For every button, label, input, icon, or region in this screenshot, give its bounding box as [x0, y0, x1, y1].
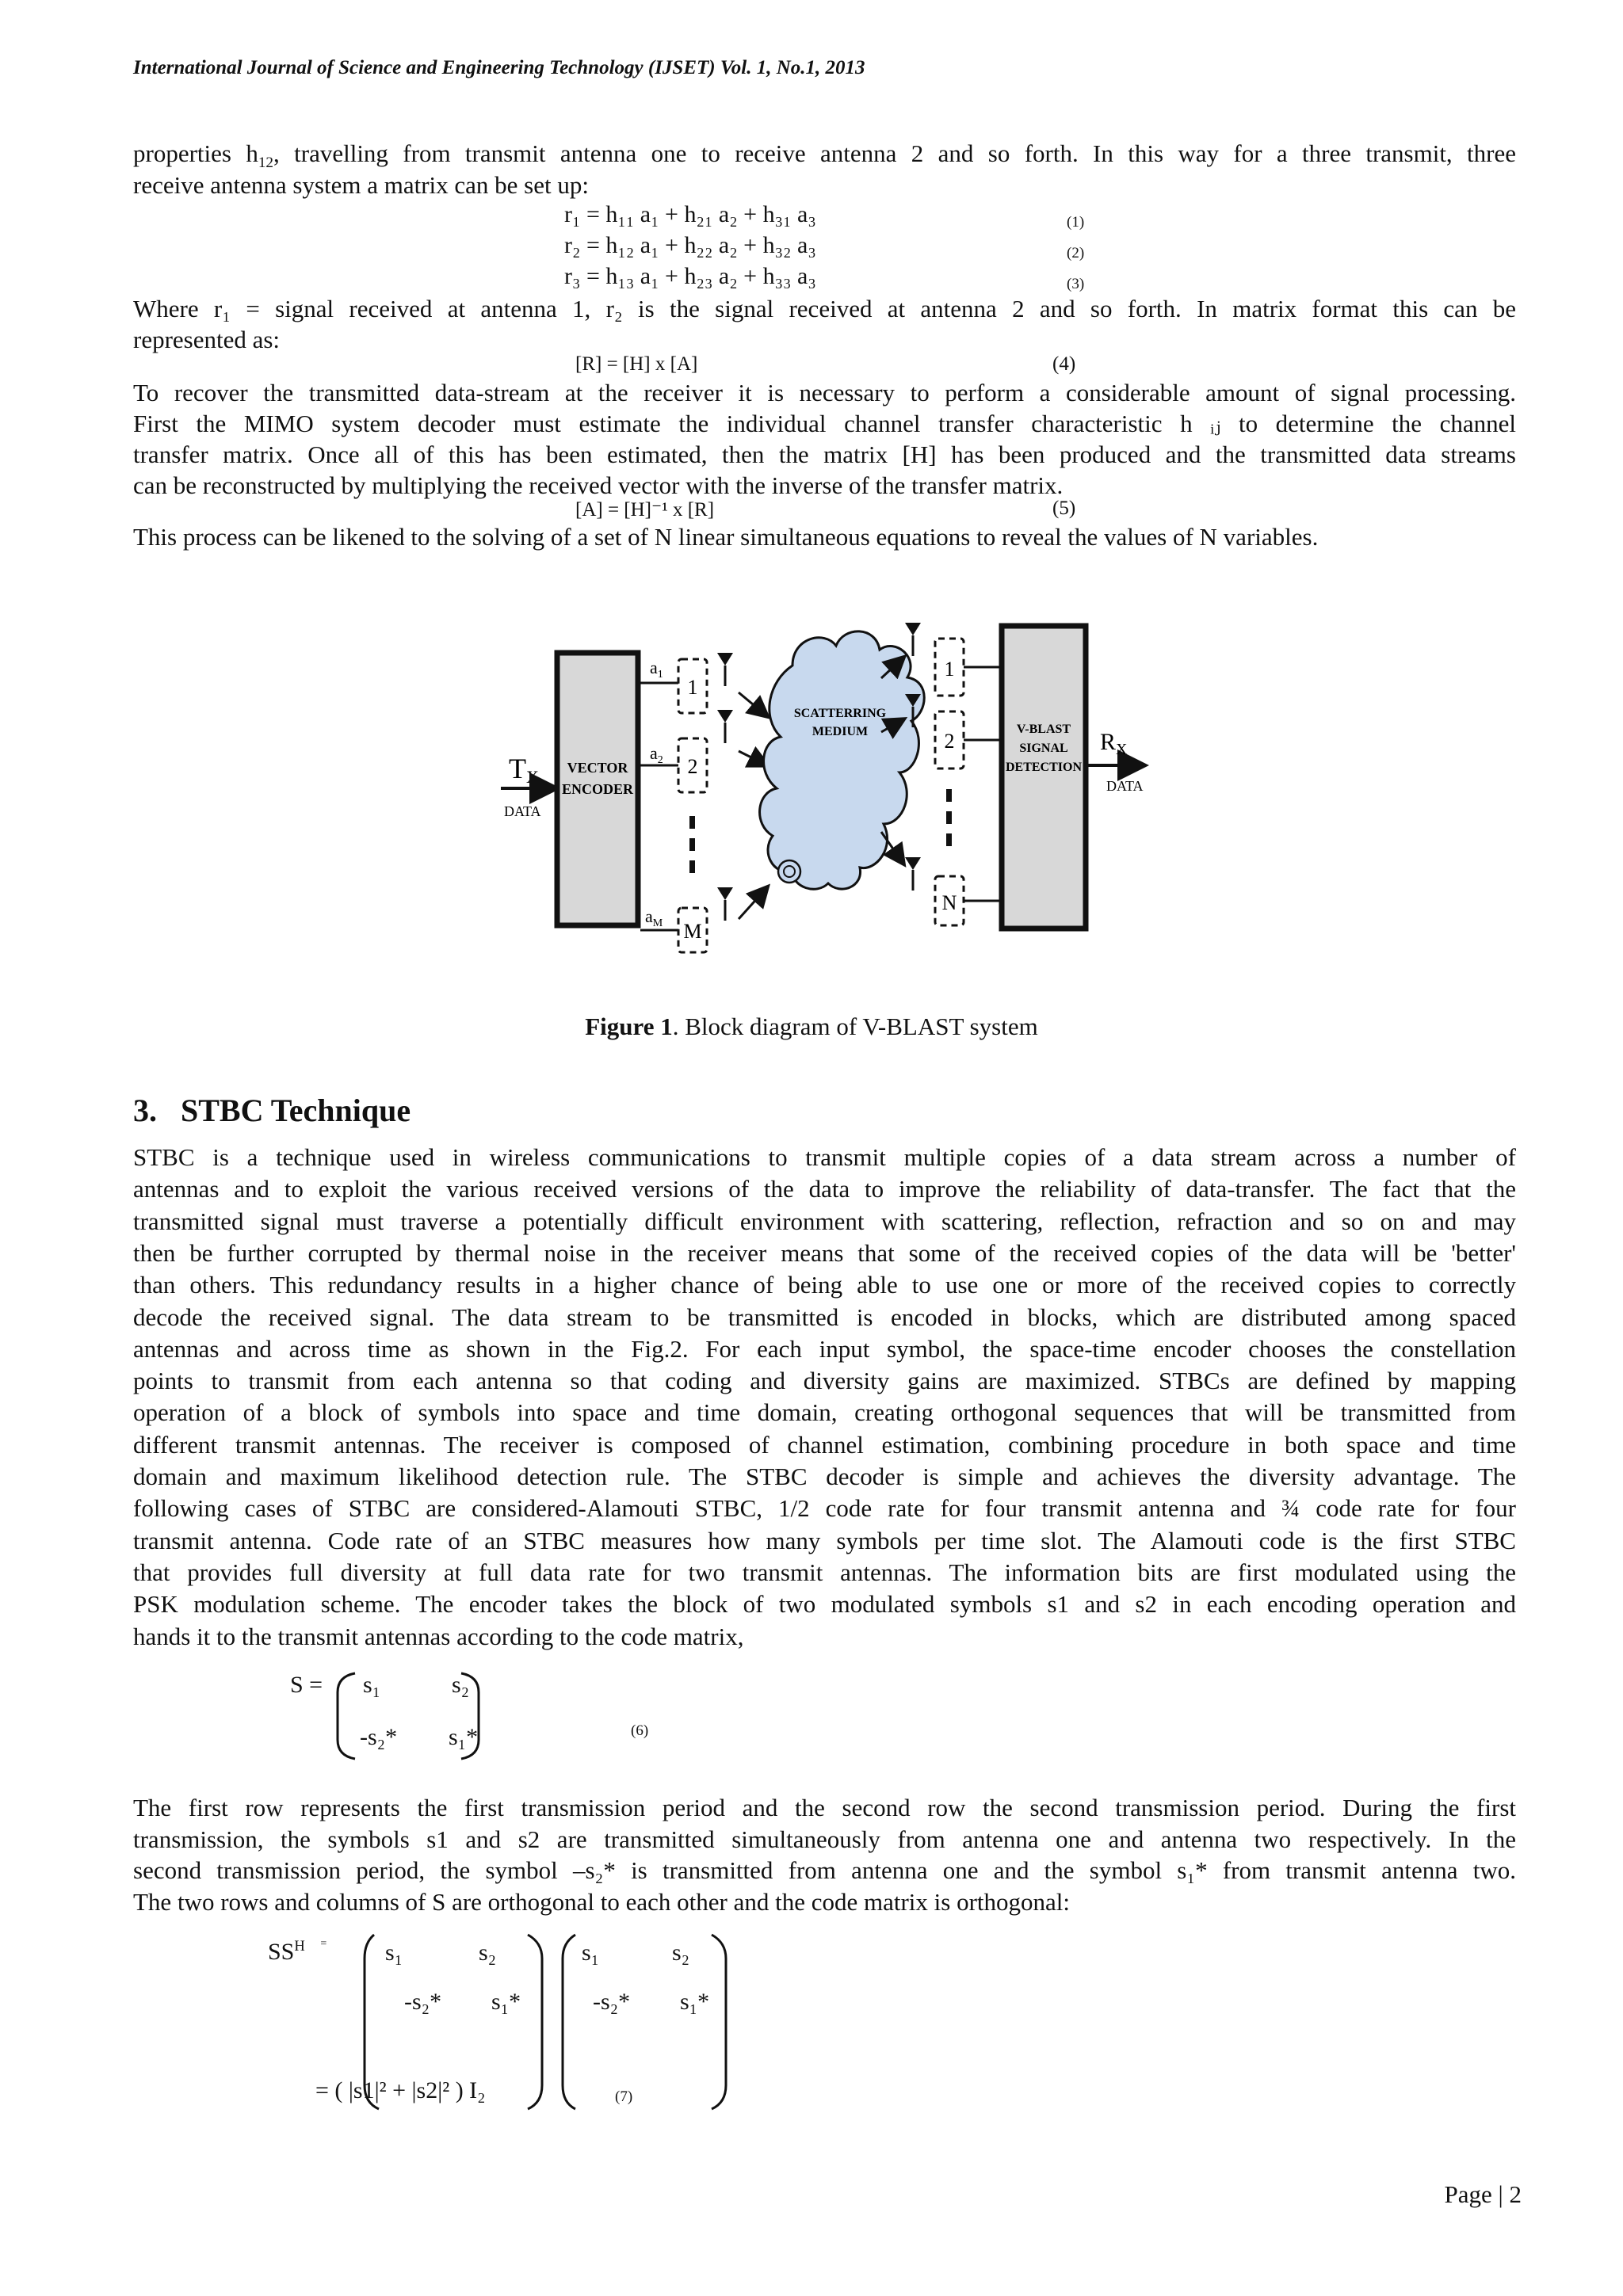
stbc-line: transmitted signal must traverse a potentially difficult environment with scattering, reflection, refraction and so on and may: [133, 1207, 1516, 1235]
detector-label-1: V-BLAST: [1016, 723, 1071, 736]
matrix-s-lhs: S =: [290, 1672, 323, 1698]
where-line-1: Where r₁ = signal received at antenna 1, r₂ is the signal received at antenna 2 and so forth. In matrix format this can be: [133, 295, 1516, 322]
ssh-b12: s₂: [672, 1939, 690, 1966]
tx-label: TX: [509, 753, 539, 787]
page-number: Page | 2: [1444, 2180, 1522, 2208]
aM-label: $a_M$: [645, 906, 663, 929]
section-title: 3. STBC Technique: [133, 1093, 411, 1128]
ssh-result: = ( |s1|² + |s2|² ) I₂: [315, 2077, 486, 2103]
ssh-a22: s₁*: [491, 1989, 521, 2015]
ssh-a12: s₂: [479, 1939, 497, 1966]
ssh-b22: s₁*: [680, 1989, 710, 2015]
ssh-a21: -s₂*: [404, 1989, 442, 2015]
stbc-line: then be further corrupted by thermal noise in the receiver means that some of the received copies of the data will be 'better': [133, 1238, 1516, 1267]
ssh-lhs: $SS^H$ =: [268, 1938, 327, 1965]
stbc-line: than others. This redundancy results in a higher chance of being able to use one or more of the received copies to correctly: [133, 1271, 1516, 1299]
equation-4-number: (4): [1052, 353, 1076, 375]
recover-line-3: transfer matrix. Once all of this has been estimated, then the matrix [H] has been produced and the transmitted data streams: [133, 441, 1516, 468]
equation-3-number: (3): [1067, 276, 1085, 292]
stbc-line: transmit antenna. Code rate of an STBC measures how many symbols per time slot. The Alamouti code is the first STBC: [133, 1526, 1516, 1554]
intro-line-2: receive antenna system a matrix can be set up:: [133, 171, 589, 199]
tx-antenna-M-label: M: [683, 920, 702, 943]
equation-2-number: (2): [1067, 245, 1085, 261]
rows-line: The first row represents the first transmission period and the second row the second transmission period. During the first: [133, 1794, 1516, 1821]
tx-antenna-icons: [717, 653, 733, 921]
equation-4: [R] = [H] x [A]: [575, 353, 698, 375]
stbc-line: points to transmit from each antenna so that coding and diversity gains are maximized. STBCs are defined by mapping: [133, 1367, 1516, 1395]
rx-data-label: DATA: [1106, 778, 1144, 794]
stbc-line: operation of a block of symbols into space and time domain, creating orthogonal sequences that will be transmitted from: [133, 1398, 1516, 1427]
a1-label: $a_1$: [650, 658, 663, 681]
equation-7-number: (7): [615, 2088, 633, 2105]
tx-ellipsis: [689, 816, 695, 873]
stbc-line: STBC is a technique used in wireless communications to transmit multiple copies of a data stream across a number of: [133, 1143, 1516, 1171]
recover-line-4: can be reconstructed by multiplying the received vector with the inverse of the transfer matrix.: [133, 471, 1064, 499]
equation-5: [A] = [H]⁻¹ x [R]: [575, 499, 715, 521]
tx-ray-1: [739, 692, 767, 716]
rows-line: transmission, the symbols s1 and s2 are transmitted simultaneously from antenna one and antenna two respectively. In the: [133, 1825, 1516, 1853]
recover-line-1: To recover the transmitted data-stream at the receiver it is necessary to perform a considerable amount of signal processing.: [133, 379, 1516, 406]
rows-line: The two rows and columns of S are orthogonal to each other and the code matrix is orthogonal:: [133, 1887, 1070, 1916]
matrix-s-21: -s₂*: [360, 1724, 398, 1750]
ssh-b21: -s₂*: [593, 1989, 631, 2015]
where-line-2: represented as:: [133, 326, 281, 353]
tx-antenna-2-label: 2: [687, 755, 698, 778]
encoder-label-1: VECTOR: [567, 760, 628, 776]
stbc-line: domain and maximum likelihood detection rule. The STBC decoder is simple and achieves the diversity advantage. The: [133, 1463, 1516, 1490]
rx-antenna-N-label: N: [941, 891, 957, 914]
tx-data-label: DATA: [504, 803, 541, 819]
medium-label-1: SCATTERRING: [793, 707, 887, 720]
rx-antenna-2-label: 2: [944, 730, 955, 753]
encoder-label-2: ENCODER: [561, 781, 634, 797]
equation-3: r₃ = h₁₃ a₁ + h₂₃ a₂ + h₃₃ a₃: [564, 263, 816, 289]
stbc-line: antennas and to exploit the various received versions of the data to improve the reliability of data-transfer. The fact that the: [133, 1175, 1516, 1203]
stbc-line: following cases of STBC are considered-Alamouti STBC, 1/2 code rate for four transmit antenna and ¾ code rate for four: [133, 1494, 1516, 1523]
rx-ellipsis: [946, 789, 952, 846]
a2-label: $a_2$: [650, 743, 663, 766]
detector-label-3: DETECTION: [1005, 761, 1083, 774]
matrix-s-11: s₁: [363, 1672, 381, 1698]
stbc-line: PSK modulation scheme. The encoder takes the block of two modulated symbols s1 and s2 in each encoding operation and: [133, 1590, 1516, 1619]
journal-header: International Journal of Science and Engineering Technology (IJSET) Vol. 1, No.1, 2013: [133, 57, 865, 78]
equation-1-number: (1): [1067, 214, 1085, 231]
figure-caption: Figure 1. Block diagram of V-BLAST system: [585, 1013, 1038, 1040]
scattering-medium-cloud: [760, 631, 925, 889]
process-line: This process can be likened to the solving of a set of N linear simultaneous equations to reveal the values of N variables.: [133, 523, 1319, 551]
ssh-b11: s₁: [582, 1939, 600, 1966]
rx-label: $R_X$: [1100, 729, 1128, 758]
ssh-a11: s₁: [385, 1939, 403, 1966]
equation-6-number: (6): [631, 1722, 649, 1739]
tx-ray-M: [739, 887, 767, 919]
recover-line-2: First the MIMO system decoder must estimate the individual channel transfer characteristic h ᵢⱼ to determine the channel: [133, 410, 1516, 437]
equation-2: r₂ = h₁₂ a₁ + h₂₂ a₂ + h₃₂ a₃: [564, 232, 816, 258]
rows-line: second transmission period, the symbol –s₂* is transmitted from antenna one and the symbol s₁* from transmit antenna two.: [133, 1856, 1516, 1884]
matrix-s-22: s₁*: [449, 1724, 479, 1750]
intro-line-1: properties $h_{12}$, travelling from transmit antenna one to receive antenna 2 and so forth. In this way for a three transmit, three: [133, 139, 1516, 172]
stbc-line: antennas and across time as shown in the Fig.2. For each input symbol, the space-time encoder chooses the constellation: [133, 1334, 1516, 1363]
stbc-line: different transmit antennas. The receiver is composed of channel estimation, combining procedure in both space and time: [133, 1430, 1516, 1459]
equation-1: r₁ = h₁₁ a₁ + h₂₁ a₂ + h₃₁ a₃: [564, 201, 816, 227]
stbc-line: decode the received signal. The data stream to be transmitted is encoded in blocks, which are distributed among spaced: [133, 1302, 1516, 1331]
tx-antenna-1-label: 1: [687, 676, 698, 699]
vblast-detection-block: [1002, 626, 1086, 929]
rx-antenna-1-label: 1: [944, 658, 955, 681]
medium-label-2: MEDIUM: [812, 725, 869, 738]
equation-5-number: (5): [1052, 498, 1076, 519]
stbc-line: that provides full diversity at full data rate for two transmit antennas. The information bits are first modulated using the: [133, 1558, 1516, 1586]
matrix-s-12: s₂: [452, 1672, 470, 1698]
stbc-line: hands it to the transmit antennas according to the code matrix,: [133, 1622, 744, 1650]
detector-label-2: SIGNAL: [1019, 742, 1068, 755]
vblast-block-diagram: [491, 614, 1157, 963]
